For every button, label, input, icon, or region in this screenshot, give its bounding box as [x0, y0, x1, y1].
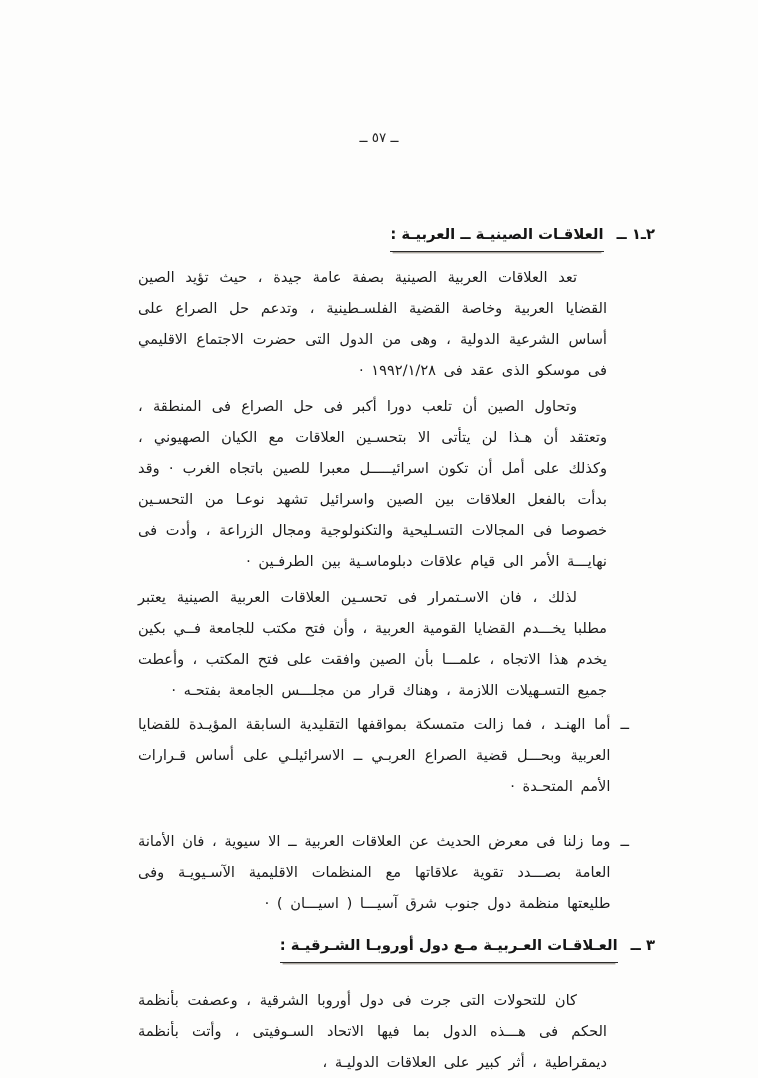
- list-item-asean: [138, 826, 655, 919]
- section-heading-eastern-europe: [138, 935, 655, 963]
- list-item-india: [138, 709, 655, 802]
- item-dash: ــ: [620, 716, 629, 733]
- list-item-text: أما الهنـد ، فما زالت متمسكة بمواقفها التقليدية السابقة المؤيـدة للقضايا العربية وبحـــل قضية الصراع العربـي ــ الاسرائيلـي على أساس قـرارات الأمم المتحـدة ·: [138, 716, 611, 795]
- paragraph-china-1: تعد العلاقات العربية الصينية بصفة عامة جيدة ، حيث تؤيد الصين القضايا العربية وخاصة القضية الفلسـطينية ، وتدعم حل الصراع على أساس الشرعية الدولية ، وهى من الدول التى حضرت الاجتماع الاقليمي فى موسكو الذى عقد فى ١٩٩٢/١/٢٨ ·: [138, 269, 607, 379]
- page-content: [138, 224, 655, 1078]
- paragraph-europe-1: كان للتحولات التى جرت فى دول أوروبا الشرقية ، وعصفت بأنظمة الحكم فى هـــذه الدول بما فيها الاتحاد السـوفيتى ، وأتت بأنظمة ديمقراطية ، أثر كبير على العلاقات الدوليـة ،: [138, 992, 607, 1071]
- list-item-text: وما زلنا فى معرض الحديث عن العلاقات العربية ــ الا سيوية ، فان الأمانة العامة بصـــدد تقوية علاقاتها مع المنظمات الاقليمية الآسـيويـة وفى طليعتها منظمة دول جنوب شرق آسيـــا ( اسيـــان ) ·: [138, 833, 611, 912]
- section-heading-china-arab: [138, 224, 655, 252]
- paragraph-china-3: لذلك ، فان الاسـتمرار فى تحسـين العلاقات العربية الصينية يعتبر مطلبا يخـــدم القضايا القومية العربية ، وأن فتح مكتب للجامعة فــي بكين يخدم هذا الاتجاه ، علمـــا بأن الصين وافقت على فتح المكتب ، وأعطت جميع التسـهيلات اللازمة ، وهناك قرار من مجلـــس الجامعة بفتحـه ·: [138, 589, 607, 699]
- section-number: ٣ ــ: [630, 937, 655, 954]
- paragraph-china-2: وتحاول الصين أن تلعب دورا أكبر فى حل الصراع فى المنطقة ، وتعتقد أن هـذا لن يتأتى الا بتحسـين العلاقات مع الكيان الصهيوني ، وكذلك على أمل أن تكون اسرائيـــــل معبرا للصين باتجاه الغرب · وقد بدأت بالفعل العلاقات بين الصين واسرائيل تشهد نوعـا من التحسـين خصوصا فى المجالات التسـليحية والتكنولوجية ومجال الزراعة ، وأدت فى نهايـــة الأمر الى قيام علاقات دبلوماسـية بين الطرفـين ·: [138, 398, 607, 570]
- page-number: ــ ٥٧ ــ: [359, 130, 399, 146]
- section-title: العـلاقـات العـربيـة مـع دول أوروبـا الشـرقيـة :: [280, 935, 618, 963]
- item-dash: ــ: [620, 833, 629, 850]
- section-title: العلاقـات الصينيـة ــ العربيـة :: [390, 224, 603, 252]
- section-number: ٢ـ١ ــ: [616, 226, 655, 243]
